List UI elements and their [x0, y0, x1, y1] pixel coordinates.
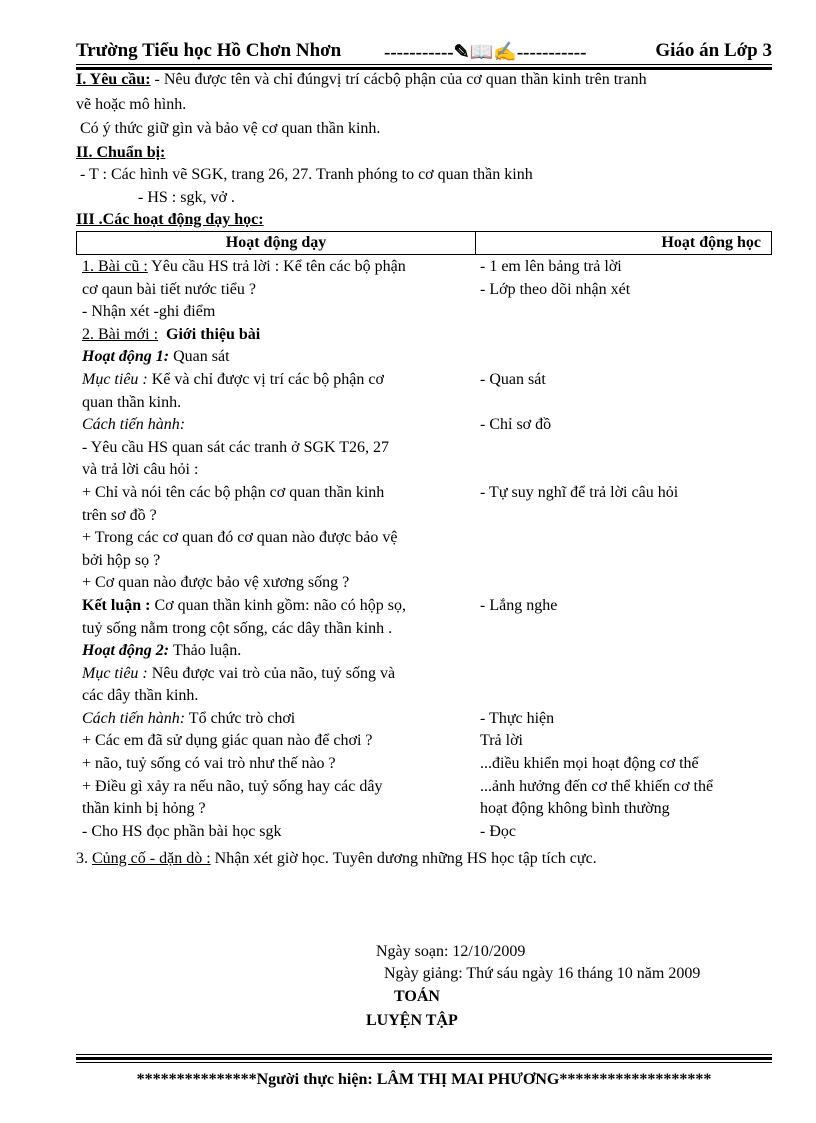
table-row: + Chỉ và nói tên các bộ phận cơ quan thần kinh - Tự suy nghĩ để trả lời câu hỏi — [82, 483, 679, 501]
requirement-line-3: Có ý thức giữ gìn và bảo vệ cơ quan thần kinh. — [80, 120, 381, 137]
table-row: Cách tiến hành: - Chỉ sơ đồ — [82, 416, 552, 434]
table-row: và trả lời câu hỏi : — [82, 461, 199, 479]
table-row: Mục tiêu : Nêu được vai trò của não, tuỷ sống và — [82, 664, 396, 682]
teacher-activity-header: Hoạt động dạy — [77, 232, 476, 255]
table-row: + Điều gì xảy ra nếu não, tuỷ sống hay các dây ...ảnh hưởng đến cơ thể khiến cơ thể — [82, 777, 714, 795]
lesson-plan-label: Giáo án Lớp 3 — [655, 40, 772, 61]
page-header — [76, 40, 772, 64]
consolidation-line: 3. Củng cố - dặn dò : Nhận xét giờ học. Tuyên dương những HS học tập tích cực. — [76, 850, 597, 867]
table-row: + Các em đã sử dụng giác quan nào để chơi ? Trả lời — [82, 732, 523, 750]
lesson-title: LUYỆN TẬP — [366, 1012, 458, 1029]
header-rule-thin — [76, 64, 772, 65]
table-row: quan thần kinh. — [82, 393, 182, 411]
school-name: Trường Tiểu học Hồ Chơn Nhơn — [76, 40, 342, 61]
table-row: các dây thần kinh. — [82, 687, 199, 705]
table-row: Hoạt động 1: Quan sát — [82, 348, 230, 366]
activities-body — [82, 256, 772, 843]
requirement-line-2: vẽ hoặc mô hình. — [76, 96, 187, 113]
preparation-student: - HS : sgk, vở . — [138, 189, 235, 206]
table-row: 1. Bài cũ : Yêu cầu HS trả lời : Kể tên các bộ phận - 1 em lên bảng trả lời — [82, 258, 622, 275]
section-2-heading: II. Chuẩn bị: — [76, 144, 166, 161]
table-row: Hoạt động 2: Thảo luận. — [82, 642, 242, 660]
table-row: - Cho HS đọc phần bài học sgk - Đọc — [82, 822, 516, 840]
table-row: bởi hộp sọ ? — [82, 551, 161, 569]
subject-title: TOÁN — [394, 988, 440, 1005]
table-row: Kết luận : Cơ quan thần kinh gồm: não có hộp sọ, - Lắng nghe — [82, 596, 558, 614]
activities-table — [76, 231, 772, 255]
footer-rule-bottom — [76, 1062, 772, 1063]
date-taught: Ngày giảng: Thứ sáu ngày 16 tháng 10 năm 2009 — [384, 965, 701, 982]
table-row: Cách tiến hành: Tổ chức trò chơi - Thực hiện — [82, 709, 555, 727]
table-row: 2. Bài mới : Giới thiệu bài — [82, 325, 261, 343]
header-ornament: -----------✎📖✍----------- — [384, 42, 587, 63]
table-row: - Yêu cầu HS quan sát các tranh ở SGK T26, 27 — [82, 438, 390, 456]
table-row: tuỷ sống nằm trong cột sống, các dây thần kinh . — [82, 619, 393, 637]
table-row: + Cơ quan nào được bảo vệ xương sống ? — [82, 574, 350, 592]
author-footer: ***************Người thực hiện: LÂM THỊ MAI PHƯƠNG******************* — [136, 1071, 712, 1088]
date-prepared: Ngày soạn: 12/10/2009 — [376, 943, 526, 960]
section-1-heading: I. Yêu cầu: — [76, 71, 151, 88]
preparation-teacher: - T : Các hình vẽ SGK, trang 26, 27. Tranh phóng to cơ quan thần kinh — [80, 166, 533, 183]
table-row: + Trong các cơ quan đó cơ quan nào được bảo vệ — [82, 529, 398, 547]
footer-rule-top — [76, 1054, 772, 1055]
table-row: cơ qaun bài tiết nước tiểu ? - Lớp theo dõi nhận xét — [82, 280, 631, 298]
requirement-line-1: I. Yêu cầu: - Nêu được tên và chỉ đúngvị trí cácbộ phận của cơ quan thần kinh trên tranh — [76, 71, 647, 88]
table-row: thần kinh bị hỏng ? hoạt động không bình thường — [82, 800, 670, 818]
table-row: - Nhận xét -ghi điểm — [82, 303, 216, 321]
footer-rule-thick — [76, 1057, 772, 1060]
student-activity-header: Hoạt động học — [476, 232, 772, 255]
table-row: trên sơ đồ ? — [82, 506, 157, 524]
table-row: Mục tiêu : Kể và chỉ được vị trí các bộ phận cơ - Quan sát — [82, 370, 546, 388]
section-3-heading: III .Các hoạt động dạy học: — [76, 211, 264, 228]
table-row: + não, tuỷ sống có vai trò như thế nào ? ...điều khiển mọi hoạt động cơ thể — [82, 755, 699, 773]
